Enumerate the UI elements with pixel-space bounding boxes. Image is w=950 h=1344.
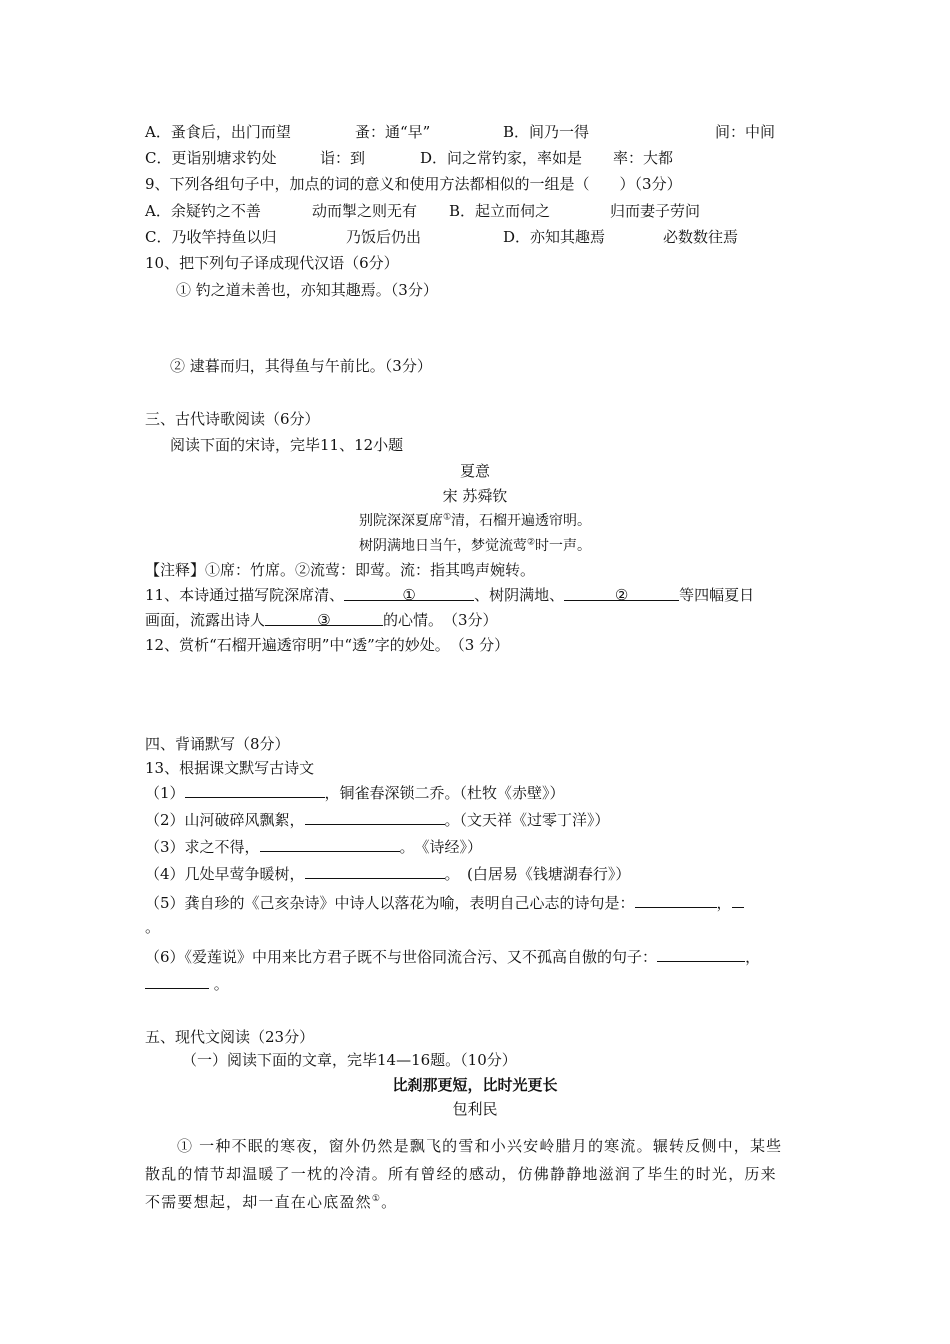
recite-blank-2[interactable] — [305, 808, 445, 825]
q9-option-d2: 必数数往焉 — [663, 228, 739, 246]
q8-option-c-note: 诣：到 — [320, 149, 366, 167]
q9-option-a1: A．余疑钓之不善 — [145, 202, 261, 220]
section-5-subtitle: （一）阅读下面的文章，完毕14—16题。（10分） — [182, 1051, 517, 1069]
recite-item-6-cont: 。 — [145, 972, 229, 995]
q10-sentence-2: ② 逮暮而归，其得鱼与午前比。（3分） — [170, 357, 432, 375]
recite-blank-3[interactable] — [260, 835, 400, 852]
q11-blank-2[interactable]: ② — [564, 584, 679, 601]
q10-stem: 10、把下列句子译成现代汉语（6分） — [145, 254, 399, 272]
footnote-mark: ① — [442, 512, 452, 523]
q11-blank-1[interactable]: ① — [344, 584, 474, 601]
q12-stem: 12、赏析“石榴开遍透帘明”中“透”字的妙处。 （3 分） — [145, 636, 510, 654]
recite-item-4: （4）几处早莺争暖树， 。 (白居易《钱塘湖春行》） — [145, 862, 630, 885]
q9-option-a2: 动而掣之则无有 — [312, 202, 418, 220]
q11-blank-3[interactable]: ③ — [265, 609, 383, 626]
paragraph-line: 不需要想起，却一直在心底盈然①。 — [145, 1193, 398, 1211]
footnote-mark: ② — [526, 537, 536, 548]
article-title: 比刹那更短，比时光更长 — [392, 1076, 558, 1094]
q8-option-d: D．问之常钓家，率如是 — [420, 149, 583, 167]
recite-blank-4[interactable] — [305, 862, 445, 879]
section-3-intro: 阅读下面的宋诗，完毕11、12小题 — [170, 436, 404, 454]
q8-option-d-note: 率：大都 — [613, 149, 674, 167]
poem-line-1: 别院深深夏席①清，石榴开遍透帘明。 — [358, 512, 592, 529]
article-author: 包利民 — [452, 1100, 498, 1118]
q9-option-b1: B．起立而伺之 — [449, 202, 551, 220]
q9-option-c1: C．乃收竿持鱼以归 — [145, 228, 277, 246]
q9-option-c2: 乃饭后仍出 — [346, 228, 422, 246]
recite-blank-6b[interactable] — [145, 972, 209, 989]
recite-blank-1[interactable] — [185, 781, 325, 798]
q11-line-2: 画面，流露出诗人 ③ 的心情。 （3分） — [145, 611, 498, 629]
q8-option-a: A．蚤食后，出门而望 — [145, 123, 291, 141]
poem-note: 【注释】①席：竹席。②流莺：即莺。流：指其鸣声婉转。 — [145, 561, 536, 579]
q8-option-c: C．更诣别塘求钓处 — [145, 149, 277, 167]
section-5-title: 五、现代文阅读（23分） — [145, 1028, 315, 1046]
q11-line-1: 11、本诗通过描写院深席清、 ① 、树阴满地、 ② 等四幅夏日 — [145, 586, 755, 604]
q8-option-b-note: 间：中间 — [715, 123, 776, 141]
recite-item-6: （6）《爱莲说》中用来比方君子既不与世俗同流合污、又不孤高自傲的句子： ， — [145, 945, 760, 968]
q8-option-b: B．间乃一得 — [503, 123, 590, 141]
recite-blank-5b[interactable] — [732, 891, 744, 908]
section-4-title: 四、背诵默写（8分） — [145, 735, 290, 753]
recite-item-5-end: 。 — [145, 918, 161, 936]
recite-blank-5a[interactable] — [635, 891, 717, 908]
q10-sentence-1: ① 钓之道未善也，亦知其趣焉。（3分） — [176, 281, 438, 299]
poem-author: 宋 苏舜钦 — [442, 487, 508, 505]
q13-stem: 13、根据课文默写古诗文 — [145, 759, 315, 777]
recite-item-3: （3）求之不得， 。 《诗经》） — [145, 835, 482, 858]
recite-item-2: （2）山河破碎风飘絮， 。（文天祥《过零丁洋》） — [145, 808, 610, 831]
recite-blank-6a[interactable] — [657, 945, 745, 962]
recite-item-5: （5）龚自珍的《己亥杂诗》中诗人以落花为喻，表明自己心志的诗句是： ， — [145, 891, 744, 914]
paragraph-line: ① 一种不眠的寒夜，窗外仍然是飘飞的雪和小兴安岭腊月的寒流。辗转反侧中，某些 — [177, 1137, 783, 1155]
paragraph-line: 散乱的情节却温暖了一枕的冷清。所有曾经的感动，仿佛静静地滋润了毕生的时光，历来 — [145, 1165, 777, 1183]
q8-option-a-note: 蚤：通“早” — [355, 123, 431, 141]
section-3-title: 三、古代诗歌阅读（6分） — [145, 410, 320, 428]
poem-line-2: 树阴满地日当午，梦觉流莺②时一声。 — [358, 537, 592, 554]
q9-option-b2: 归而妻子劳问 — [610, 202, 701, 220]
recite-item-1: （1） ，铜雀春深锁二乔。（杜牧《赤壁》） — [145, 781, 565, 804]
article-paragraph-1 — [145, 1132, 810, 1216]
footnote-mark: ① — [371, 1194, 382, 1204]
q9-option-d1: D．亦知其趣焉 — [503, 228, 606, 246]
q9-stem: 9、下列各组句子中，加点的词的意义和使用方法都相似的一组是（ ）（3分） — [145, 175, 682, 193]
poem-title: 夏意 — [459, 462, 490, 480]
